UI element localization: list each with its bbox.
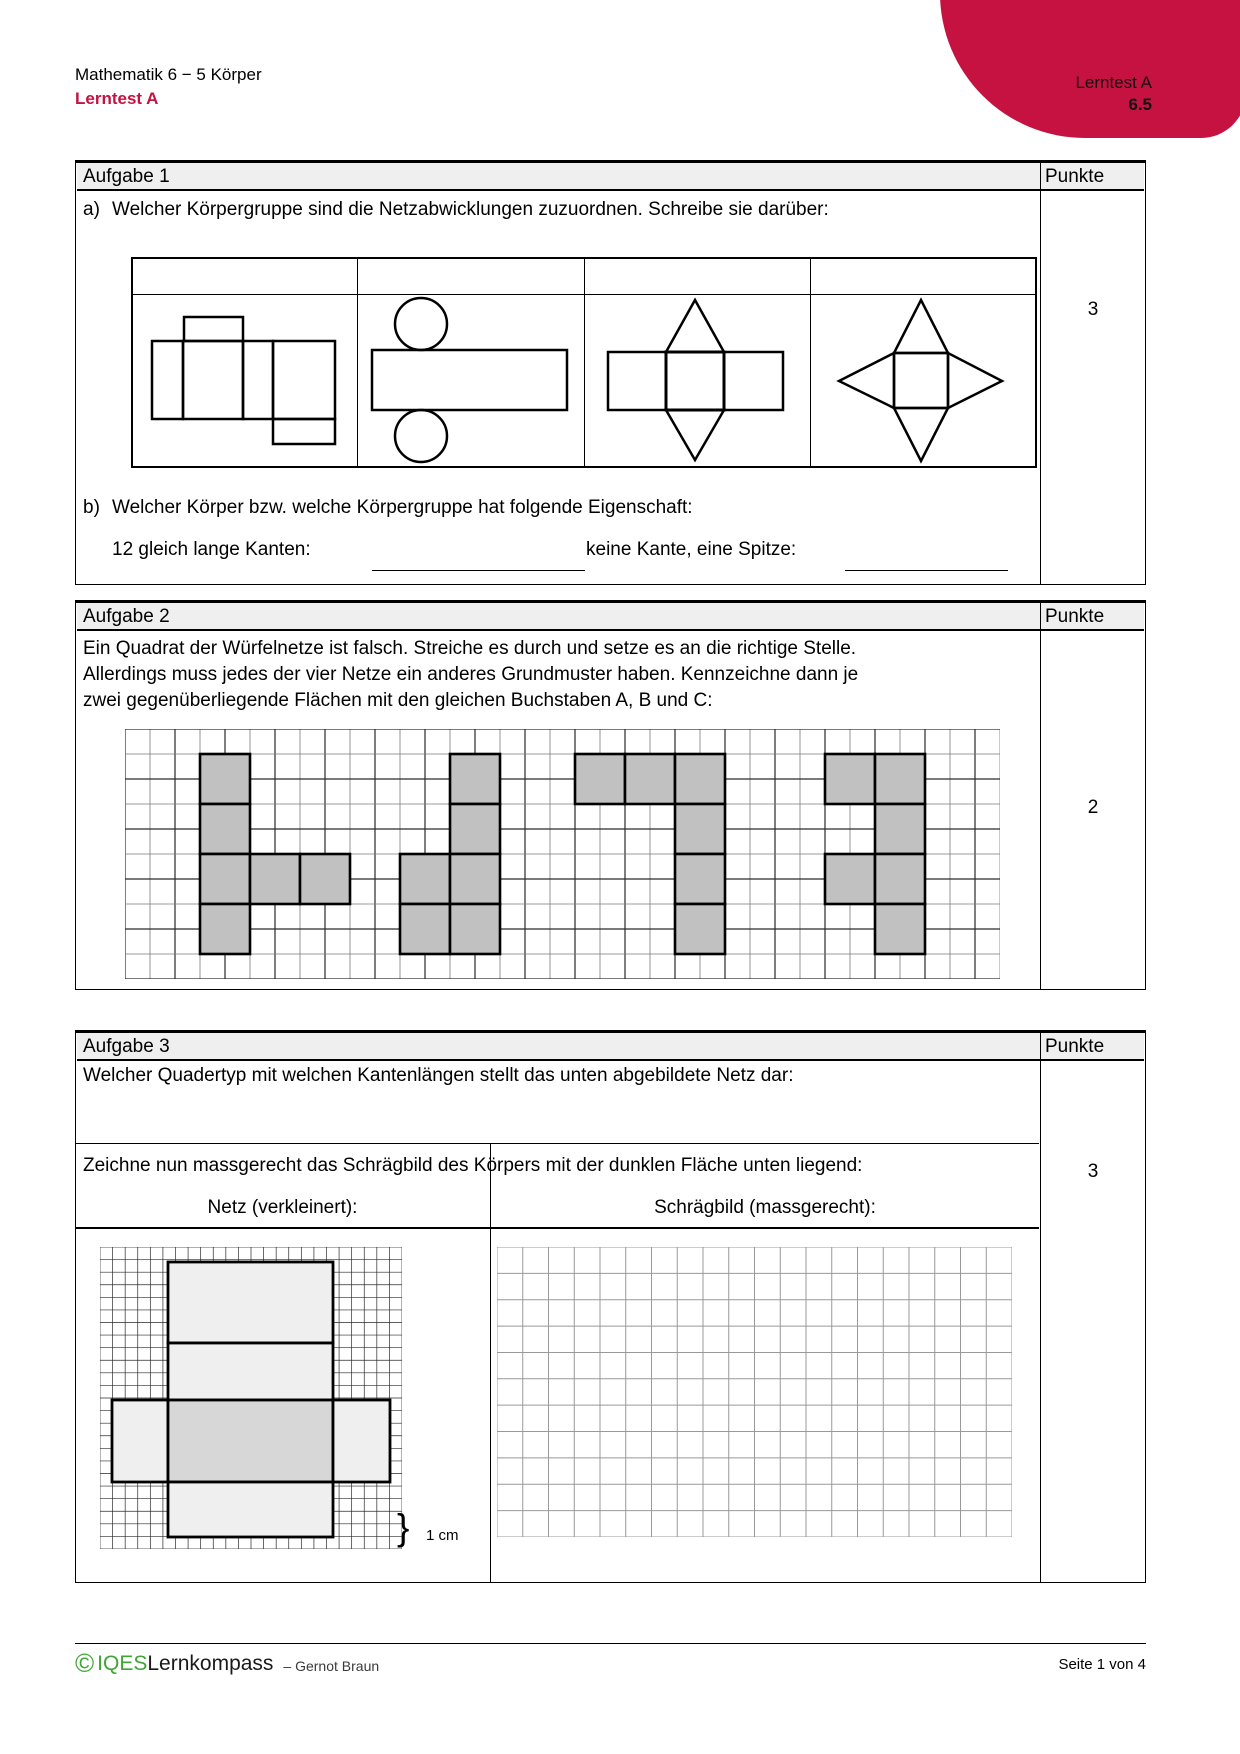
footer-rule	[75, 1643, 1146, 1644]
task3-thick-line	[76, 1227, 1039, 1229]
task3-points-value: 3	[1087, 1161, 1099, 1182]
badge-test-label: Lerntest A	[1075, 73, 1152, 92]
net-fine-grid	[100, 1247, 402, 1549]
task3-column-divider	[490, 1143, 491, 1582]
task1-header-row	[77, 163, 1144, 191]
task3-question-2: Zeichne nun massgerecht das Schrägbild des Körpers mit der dunklen Fläche unten liegend:	[83, 1155, 863, 1176]
cube-nets-grid	[125, 729, 1000, 979]
net-1-square	[300, 854, 350, 904]
oblique-column-label: Schrägbild (massgerecht):	[654, 1197, 876, 1218]
cuboid-net-face-light	[333, 1400, 390, 1482]
net-4-square	[875, 804, 925, 854]
cylinder-net-drawing	[372, 298, 567, 462]
copyright-icon: ©	[75, 1648, 95, 1678]
net-2-square	[450, 804, 500, 854]
task1-part-a-label: a)	[83, 199, 100, 220]
task1-points-label: Punkte	[1045, 166, 1105, 187]
net-1-square	[200, 754, 250, 804]
net-1-square	[200, 804, 250, 854]
net-2-square	[450, 854, 500, 904]
header-subject: Mathematik 6 − 5 Körper	[75, 65, 262, 84]
task2-title: Aufgabe 2	[83, 606, 170, 627]
cuboid-net-face-dark	[168, 1400, 333, 1482]
task1-points-value: 3	[1087, 299, 1099, 320]
cuboid-net-face-light	[168, 1343, 333, 1400]
net-4-square	[875, 904, 925, 954]
net-2-square	[450, 754, 500, 804]
net-4-square	[825, 854, 875, 904]
task3-points-label: Punkte	[1045, 1036, 1105, 1057]
net-1-square	[200, 904, 250, 954]
task2-text-line-3: zwei gegenüberliegende Flächen mit den gleichen Buchstaben A, B und C:	[83, 690, 713, 711]
task1-part-b-label: b)	[83, 497, 100, 518]
task1-title: Aufgabe 1	[83, 166, 170, 187]
task1-answer-blank-2	[845, 570, 1008, 571]
scale-brace: }	[397, 1507, 410, 1548]
task3-points-divider	[1040, 1031, 1041, 1582]
net-column-label: Netz (verkleinert):	[207, 1197, 358, 1218]
net-1-square	[250, 854, 300, 904]
task1-answer-blank-1	[372, 570, 585, 571]
footer-brand	[75, 1650, 379, 1676]
net-2-square	[400, 854, 450, 904]
task2-points-label: Punkte	[1045, 606, 1105, 627]
brand-lernkompass: Lernkompass	[147, 1652, 274, 1675]
task2-points-value: 2	[1087, 797, 1099, 818]
task3-title: Aufgabe 3	[83, 1036, 170, 1057]
net-4-square	[825, 754, 875, 804]
task2-text-line-2: Allerdings muss jedes der vier Netze ein anderes Grundmuster haben. Kennzeichne dann je	[83, 664, 859, 685]
task3-separator-line	[76, 1143, 1039, 1144]
cuboid-net-face-light	[112, 1400, 168, 1482]
nets-drawings	[131, 257, 1037, 468]
scale-label: 1 cm	[426, 1527, 459, 1544]
net-2-square	[450, 904, 500, 954]
oblique-drawing-grid	[497, 1247, 1012, 1537]
task3-header-row	[77, 1033, 1144, 1061]
net-3-square	[575, 754, 625, 804]
task2-text-line-1: Ein Quadrat der Würfelnetze ist falsch. Streiche es durch und setze es an die richtige Stelle.	[83, 638, 857, 659]
net-3-square	[675, 754, 725, 804]
corner-badge	[940, 0, 1240, 138]
net-3-square	[675, 854, 725, 904]
task1-blank2-label: keine Kante, eine Spitze:	[586, 539, 797, 560]
net-2-square	[400, 904, 450, 954]
cuboid-net-face-light	[168, 1482, 333, 1537]
task3-question-1: Welcher Quadertyp mit welchen Kantenlängen stellt das unten abgebildete Netz dar:	[83, 1065, 794, 1086]
cuboid-net-drawing	[152, 317, 335, 444]
header-test-name: Lerntest A	[75, 89, 159, 108]
net-4-square	[875, 854, 925, 904]
task2-points-divider	[1040, 601, 1041, 989]
net-3-square	[625, 754, 675, 804]
task1-part-b-text: Welcher Körper bzw. welche Körpergruppe hat folgende Eigenschaft:	[112, 497, 693, 518]
task1-part-a-text: Welcher Körpergruppe sind die Netzabwicklungen zuzuordnen. Schreibe sie darüber:	[112, 199, 829, 220]
net-4-square	[875, 754, 925, 804]
square-pyramid-net-drawing	[839, 300, 1002, 461]
triangular-prism-net-drawing	[608, 300, 783, 460]
net-3-square	[675, 804, 725, 854]
badge-chapter-number: 6.5	[1128, 95, 1152, 114]
net-3-square	[675, 904, 725, 954]
footer-author: – Gernot Braun	[283, 1658, 380, 1674]
footer-page-number: Seite 1 von 4	[1058, 1656, 1146, 1673]
cuboid-net-face-light	[168, 1262, 333, 1343]
net-1-square	[200, 854, 250, 904]
brand-iqes: IQES	[97, 1652, 148, 1675]
task2-header-row	[77, 603, 1144, 631]
task1-points-divider	[1040, 161, 1041, 584]
task1-blank1-label: 12 gleich lange Kanten:	[112, 539, 311, 560]
